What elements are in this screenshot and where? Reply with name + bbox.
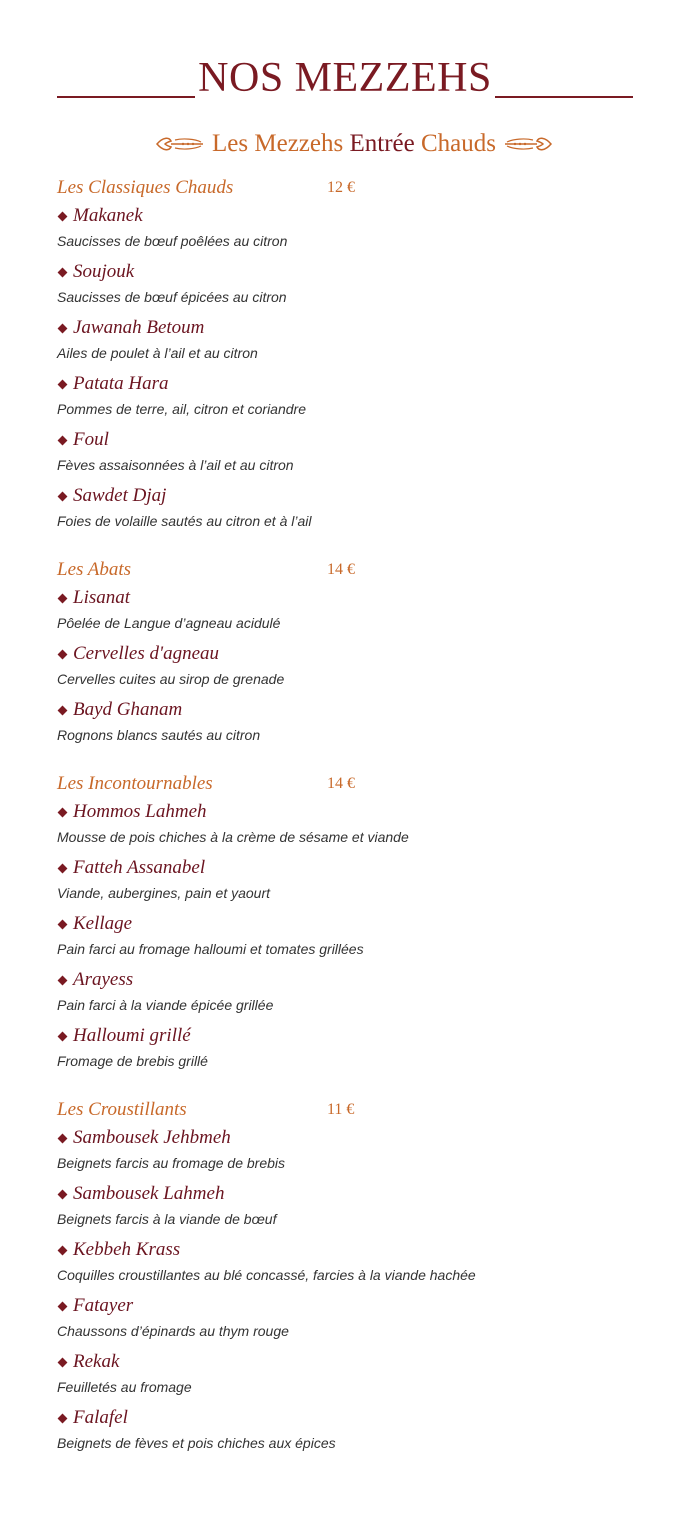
item-name: Rekak [73,1351,120,1372]
menu-item [57,1180,657,1236]
item-description: Viande, aubergines, pain et yaourt [57,885,271,901]
section-header [57,556,657,584]
diamond-bullet-icon [58,807,68,817]
diamond-bullet-icon [58,211,68,221]
diamond-bullet-icon [58,435,68,445]
item-name: Fatayer [73,1295,134,1316]
section-name: Les Abats [57,559,132,580]
section-price: 11 € [327,1101,355,1118]
item-name: Kellage [73,913,133,934]
diamond-bullet-icon [58,267,68,277]
diamond-bullet-icon [58,593,68,603]
section-name: Les Classiques Chauds [57,177,234,198]
item-description: Fèves assaisonnées à l’ail et au citron [57,457,294,473]
item-name: Sambousek Lahmeh [73,1183,225,1204]
item-name: Bayd Ghanam [73,699,183,720]
menu-item [57,314,657,370]
menu-item [57,1292,657,1348]
item-description: Feuilletés au fromage [57,1379,192,1395]
title-rule-right [495,96,633,98]
diamond-bullet-icon [58,323,68,333]
item-name: Patata Hara [73,373,169,394]
subtitle-part2: Entrée [349,130,415,157]
item-description: Chaussons d’épinards au thym rouge [57,1323,289,1339]
item-description: Pain farci à la viande épicée grillée [57,997,274,1013]
diamond-bullet-icon [58,975,68,985]
subtitle-part3: Chauds [420,130,496,157]
ornament-right-icon [503,134,553,154]
item-description: Saucisses de bœuf poêlées au citron [57,233,288,249]
page-title: NOS MEZZEHS [198,55,492,101]
menu-item [57,696,657,752]
diamond-bullet-icon [58,1413,68,1423]
item-name: Lisanat [73,587,131,608]
menu-section [57,1096,657,1460]
subtitle-row [155,126,553,162]
ornament-left-icon [155,134,205,154]
menu-item [57,1022,657,1078]
menu-item [57,258,657,314]
menu-item [57,1124,657,1180]
diamond-bullet-icon [58,491,68,501]
diamond-bullet-icon [58,649,68,659]
section-subtitle [212,126,496,162]
menu-item [57,966,657,1022]
item-description: Ailes de poulet à l’ail et au citron [57,345,258,361]
item-description: Pommes de terre, ail, citron et coriandre [57,401,306,417]
item-name: Jawanah Betoum [73,317,205,338]
menu-item [57,584,657,640]
item-name: Sawdet Djaj [73,485,167,506]
diamond-bullet-icon [58,1031,68,1041]
diamond-bullet-icon [58,379,68,389]
diamond-bullet-icon [58,863,68,873]
item-description: Beignets farcis au fromage de brebis [57,1155,286,1171]
item-description: Pain farci au fromage halloumi et tomates grillées [57,941,364,957]
diamond-bullet-icon [58,1189,68,1199]
diamond-bullet-icon [58,1245,68,1255]
menu-list [57,174,657,1478]
menu-section [57,556,657,752]
item-description: Foies de volaille sautés au citron et à l’ail [57,513,312,529]
subtitle-part1: Les Mezzehs [212,130,344,157]
menu-section [57,770,657,1078]
section-header [57,770,657,798]
title-rule-left [57,96,195,98]
menu-item [57,1404,657,1460]
diamond-bullet-icon [58,1301,68,1311]
menu-item [57,910,657,966]
item-name: Fatteh Assanabel [73,857,206,878]
item-description: Beignets farcis à la viande de bœuf [57,1211,277,1227]
diamond-bullet-icon [58,705,68,715]
menu-section [57,174,657,538]
menu-item [57,1348,657,1404]
item-name: Kebbeh Krass [73,1239,181,1260]
item-description: Pôelée de Langue d’agneau acidulé [57,615,281,631]
menu-item [57,640,657,696]
menu-item [57,370,657,426]
section-name: Les Croustillants [57,1099,187,1120]
item-description: Coquilles croustillantes au blé concassé, farcies à la viande hachée [57,1267,476,1283]
diamond-bullet-icon [58,1357,68,1367]
item-name: Falafel [73,1407,128,1428]
section-header [57,174,657,202]
menu-item [57,854,657,910]
section-price: 14 € [327,775,355,792]
item-name: Soujouk [73,261,135,282]
item-name: Foul [73,429,109,450]
menu-item [57,1236,657,1292]
menu-item [57,202,657,258]
section-price: 12 € [327,179,355,196]
diamond-bullet-icon [58,919,68,929]
diamond-bullet-icon [58,1133,68,1143]
item-description: Cervelles cuites au sirop de grenade [57,671,285,687]
item-description: Saucisses de bœuf épicées au citron [57,289,287,305]
item-name: Hommos Lahmeh [73,801,207,822]
item-name: Makanek [73,205,143,226]
menu-item [57,798,657,854]
item-name: Cervelles d'agneau [73,643,219,664]
item-name: Halloumi grillé [73,1025,191,1046]
section-price: 14 € [327,561,355,578]
section-name: Les Incontournables [57,773,213,794]
item-description: Rognons blancs sautés au citron [57,727,261,743]
item-name: Arayess [73,969,134,990]
menu-item [57,426,657,482]
title-row [57,52,633,104]
item-description: Fromage de brebis grillé [57,1053,208,1069]
item-description: Mousse de pois chiches à la crème de sésame et viande [57,829,409,845]
item-description: Beignets de fèves et pois chiches aux épices [57,1435,336,1451]
section-header [57,1096,657,1124]
item-name: Sambousek Jehbmeh [73,1127,231,1148]
menu-item [57,482,657,538]
